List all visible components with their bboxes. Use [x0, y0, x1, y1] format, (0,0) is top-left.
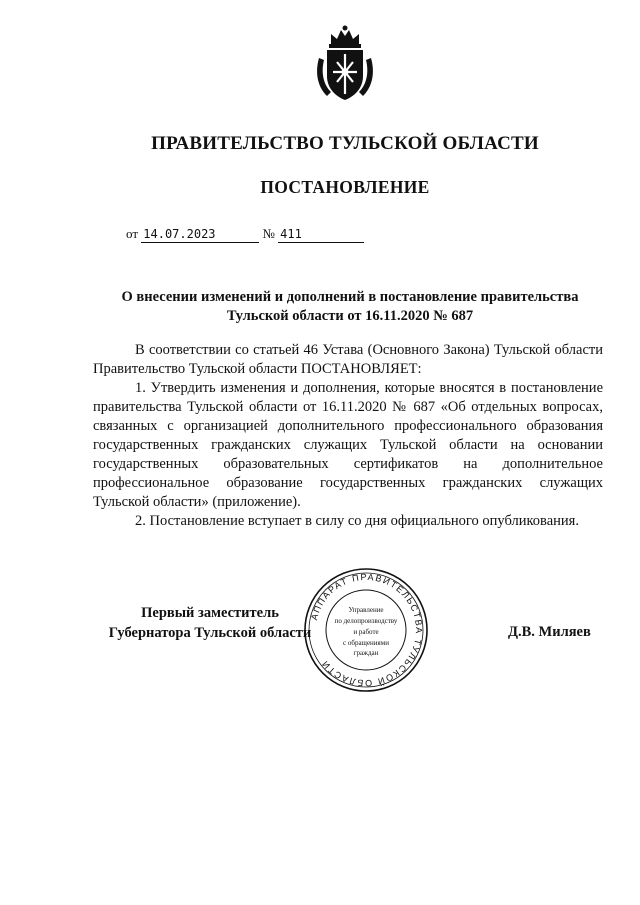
registration-row: [126, 226, 364, 243]
stamp-line-4: с обращениями: [343, 639, 389, 647]
organization-title: ПРАВИТЕЛЬСТВО ТУЛЬСКОЙ ОБЛАСТИ: [151, 133, 539, 154]
document-type: ПОСТАНОВЛЕНИЕ: [260, 177, 430, 197]
stamp-line-1: Управление: [348, 606, 384, 614]
signatory-name: Д.В. Миляев: [508, 624, 591, 640]
date-label: от: [126, 226, 139, 241]
stamp-line-5: граждан: [353, 649, 379, 657]
stamp-line-3: и работе: [353, 628, 379, 636]
preamble-paragraph: В соответствии со статьей 46 Устава (Основного Закона) Тульской области Правительство Тульской области ПОСТАНОВЛЯЕТ:: [93, 342, 603, 377]
signatory-position: [100, 603, 320, 643]
position-line-2: Губернатора Тульской области: [108, 625, 312, 641]
document-date: 14.07.2023: [141, 227, 259, 243]
item-1-paragraph: 1. Утвердить изменения и дополнения, которые вносятся в постановление правительства Тульской области от 16.11.2020 № 687 «Об отдельных вопросах, связанных с организацией дополнительного профессионального образования государственных гражданских служащих Тульской области на основании государственных образовательных сертификатов на дополнительное профессиональное образование государственных гражданских служащих Тульской области» (приложение).: [93, 380, 603, 510]
number-label: №: [262, 226, 275, 241]
document-number: 411: [278, 227, 364, 243]
position-line-1: Первый заместитель: [141, 605, 279, 621]
official-stamp: [302, 566, 430, 694]
coat-of-arms-icon: [313, 24, 377, 104]
document-subject: О внесении изменений и дополнений в постановление правительства Тульской области от 16.11.2020 № 687: [121, 289, 579, 324]
stamp-ring-text: АППАРАТ ПРАВИТЕЛЬСТВА ТУЛЬСКОЙ ОБЛАСТИ: [309, 571, 425, 689]
item-2-paragraph: 2. Постановление вступает в силу со дня официального опубликования.: [135, 513, 579, 529]
stamp-line-2: по делопроизводству: [334, 617, 398, 625]
document-body: [93, 341, 603, 531]
